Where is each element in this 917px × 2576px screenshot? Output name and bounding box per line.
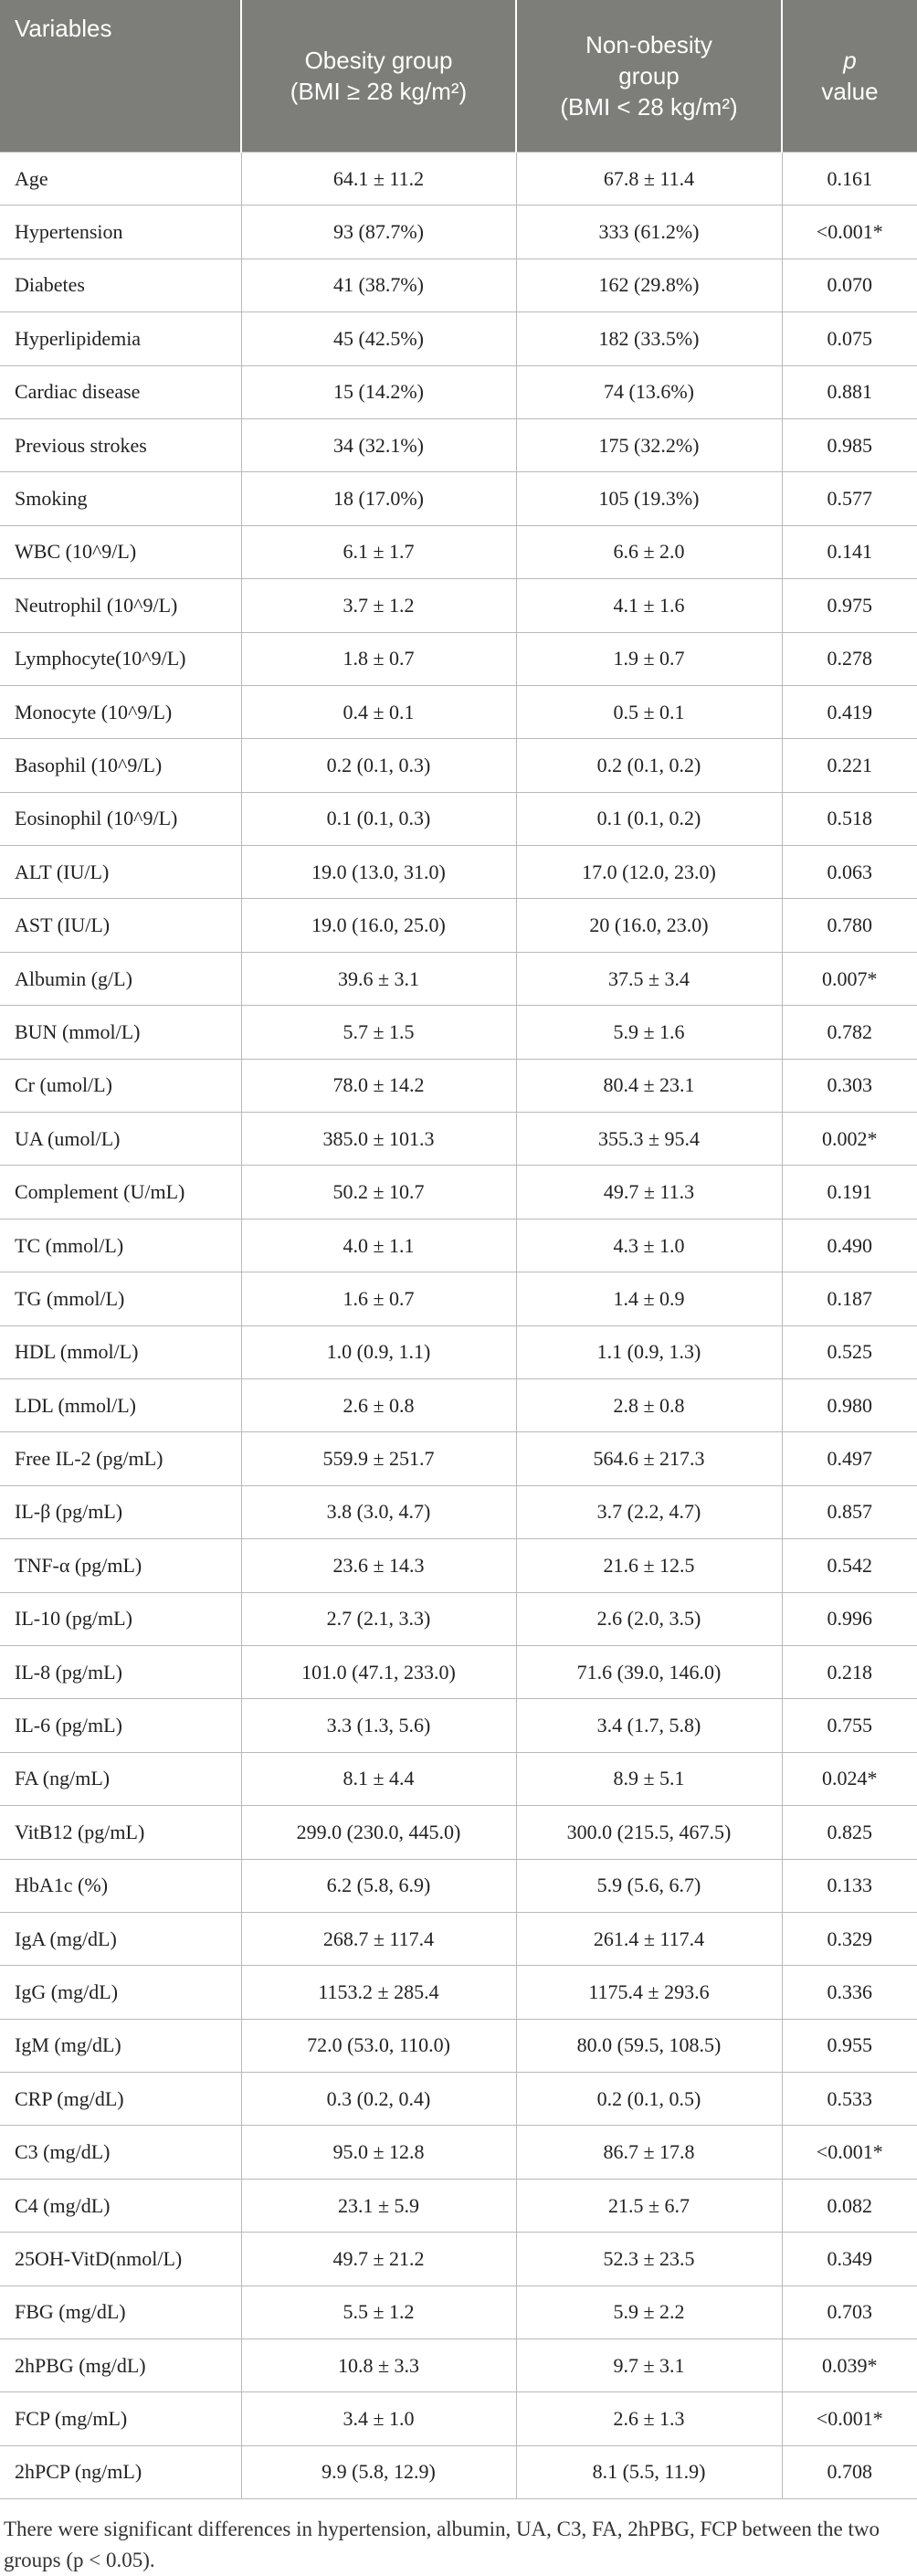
table-row (0, 2019, 917, 2072)
table-row (0, 1966, 917, 2019)
table-row (0, 418, 917, 471)
cell-non-obesity-value: 333 (61.2%) (516, 206, 782, 259)
table-row (0, 1378, 917, 1431)
cell-obesity-value: 0.4 ± 0.1 (241, 685, 516, 738)
cell-non-obesity-value: 564.6 ± 217.3 (516, 1432, 782, 1485)
cell-non-obesity-value: 5.9 ± 2.2 (516, 2286, 782, 2338)
cell-obesity-value: 2.7 (2.1, 3.3) (241, 1592, 516, 1645)
cell-variable: IL-8 (pg/mL) (0, 1645, 241, 1698)
cell-obesity-value: 3.8 (3.0, 4.7) (241, 1485, 516, 1538)
cell-non-obesity-value: 261.4 ± 117.4 (516, 1912, 782, 1965)
cell-p-value: <0.001* (782, 2392, 917, 2445)
cell-non-obesity-value: 1.9 ± 0.7 (516, 632, 782, 685)
cell-variable: Free IL-2 (pg/mL) (0, 1432, 241, 1485)
cell-obesity-value: 3.3 (1.3, 5.6) (241, 1699, 516, 1752)
cell-p-value: 0.525 (782, 1325, 917, 1378)
table-row (0, 952, 917, 1005)
cell-non-obesity-value: 80.4 ± 23.1 (516, 1059, 782, 1112)
cell-obesity-value: 2.6 ± 0.8 (241, 1378, 516, 1431)
cell-non-obesity-value: 300.0 (215.5, 467.5) (516, 1806, 782, 1859)
cell-obesity-value: 268.7 ± 117.4 (241, 1912, 516, 1965)
table-row (0, 579, 917, 632)
cell-non-obesity-value: 21.6 ± 12.5 (516, 1539, 782, 1592)
cell-p-value: 0.221 (782, 739, 917, 792)
cell-obesity-value: 0.1 (0.1, 0.3) (241, 792, 516, 845)
cell-obesity-value: 6.2 (5.8, 6.9) (241, 1859, 516, 1912)
cell-p-value: 0.755 (782, 1699, 917, 1752)
table-row (0, 1272, 917, 1325)
cell-variable: IgM (mg/dL) (0, 2019, 241, 2072)
table-row (0, 1485, 917, 1538)
cell-variable: Basophil (10^9/L) (0, 739, 241, 792)
cell-obesity-value: 19.0 (16.0, 25.0) (241, 899, 516, 952)
cell-variable: IgA (mg/dL) (0, 1912, 241, 1965)
cell-variable: IL-6 (pg/mL) (0, 1699, 241, 1752)
cell-obesity-value: 3.7 ± 1.2 (241, 579, 516, 632)
cell-obesity-value: 23.6 ± 14.3 (241, 1539, 516, 1592)
cell-p-value: 0.024* (782, 1752, 917, 1805)
header-variables: Variables (0, 0, 241, 153)
table-row (0, 1699, 917, 1752)
cell-p-value: 0.007* (782, 952, 917, 1005)
cell-obesity-value: 18 (17.0%) (241, 472, 516, 525)
table-row (0, 1645, 917, 1698)
table-row (0, 1859, 917, 1912)
cell-obesity-value: 3.4 ± 1.0 (241, 2392, 516, 2445)
cell-non-obesity-value: 4.3 ± 1.0 (516, 1219, 782, 1272)
cell-p-value: 0.577 (782, 472, 917, 525)
cell-p-value: 0.985 (782, 418, 917, 471)
cell-variable: Diabetes (0, 259, 241, 311)
table-row (0, 1113, 917, 1166)
table-row (0, 1539, 917, 1592)
cell-p-value: 0.187 (782, 1272, 917, 1325)
table-row (0, 1432, 917, 1485)
cell-variable: ALT (IU/L) (0, 846, 241, 899)
cell-non-obesity-value: 355.3 ± 95.4 (516, 1113, 782, 1166)
cell-non-obesity-value: 2.6 (2.0, 3.5) (516, 1592, 782, 1645)
cell-p-value: 0.419 (782, 685, 917, 738)
table-row (0, 2445, 917, 2498)
cell-non-obesity-value: 8.1 (5.5, 11.9) (516, 2445, 782, 2498)
table-row (0, 632, 917, 685)
table-row (0, 1592, 917, 1645)
table-row (0, 2339, 917, 2392)
cell-variable: AST (IU/L) (0, 899, 241, 952)
cell-non-obesity-value: 5.9 ± 1.6 (516, 1006, 782, 1059)
table-row (0, 1006, 917, 1059)
cell-obesity-value: 1153.2 ± 285.4 (241, 1966, 516, 2019)
cell-p-value: 0.070 (782, 259, 917, 311)
cell-p-value: 0.975 (782, 579, 917, 632)
table-row (0, 153, 917, 206)
cell-non-obesity-value: 6.6 ± 2.0 (516, 525, 782, 578)
cell-obesity-value: 95.0 ± 12.8 (241, 2126, 516, 2179)
cell-p-value: 0.303 (782, 1059, 917, 1112)
table-row (0, 739, 917, 792)
cell-p-value: 0.039* (782, 2339, 917, 2392)
cell-variable: FA (ng/mL) (0, 1752, 241, 1805)
cell-variable: 2hPBG (mg/dL) (0, 2339, 241, 2392)
table-row (0, 1166, 917, 1219)
cell-obesity-value: 64.1 ± 11.2 (241, 153, 516, 206)
cell-p-value: 0.082 (782, 2179, 917, 2232)
table-row (0, 1752, 917, 1805)
table-header (0, 0, 917, 153)
header-p-line-2: value (821, 78, 879, 105)
cell-p-value: 0.857 (782, 1485, 917, 1538)
cell-non-obesity-value: 0.2 (0.1, 0.2) (516, 739, 782, 792)
cell-variable: WBC (10^9/L) (0, 525, 241, 578)
cell-p-value: 0.133 (782, 1859, 917, 1912)
cell-variable: FCP (mg/mL) (0, 2392, 241, 2445)
cell-non-obesity-value: 49.7 ± 11.3 (516, 1166, 782, 1219)
cell-p-value: 0.996 (782, 1592, 917, 1645)
table-row (0, 1059, 917, 1112)
cell-p-value: 0.533 (782, 2073, 917, 2126)
cell-obesity-value: 5.7 ± 1.5 (241, 1006, 516, 1059)
table-row (0, 206, 917, 259)
cell-variable: TC (mmol/L) (0, 1219, 241, 1272)
cell-variable: LDL (mmol/L) (0, 1378, 241, 1431)
cell-obesity-value: 385.0 ± 101.3 (241, 1113, 516, 1166)
table-row (0, 2233, 917, 2286)
cell-obesity-value: 50.2 ± 10.7 (241, 1166, 516, 1219)
cell-variable: Hypertension (0, 206, 241, 259)
cell-variable: Lymphocyte(10^9/L) (0, 632, 241, 685)
cell-non-obesity-value: 3.7 (2.2, 4.7) (516, 1485, 782, 1538)
header-obesity-line-1: Obesity group (304, 47, 453, 74)
cell-variable: HbA1c (%) (0, 1859, 241, 1912)
cell-non-obesity-value: 4.1 ± 1.6 (516, 579, 782, 632)
cell-non-obesity-value: 0.2 (0.1, 0.5) (516, 2073, 782, 2126)
cell-p-value: 0.075 (782, 312, 917, 365)
cell-p-value: 0.278 (782, 632, 917, 685)
table-row (0, 1912, 917, 1965)
cell-non-obesity-value: 175 (32.2%) (516, 418, 782, 471)
table-row (0, 846, 917, 899)
cell-p-value: 0.518 (782, 792, 917, 845)
cell-non-obesity-value: 21.5 ± 6.7 (516, 2179, 782, 2232)
cell-p-value: 0.141 (782, 525, 917, 578)
cell-variable: C4 (mg/dL) (0, 2179, 241, 2232)
cell-obesity-value: 45 (42.5%) (241, 312, 516, 365)
cell-non-obesity-value: 1175.4 ± 293.6 (516, 1966, 782, 2019)
cell-obesity-value: 8.1 ± 4.4 (241, 1752, 516, 1805)
cell-obesity-value: 1.0 (0.9, 1.1) (241, 1325, 516, 1378)
cell-variable: TNF-α (pg/mL) (0, 1539, 241, 1592)
cell-variable: Smoking (0, 472, 241, 525)
cell-p-value: 0.782 (782, 1006, 917, 1059)
cell-non-obesity-value: 2.8 ± 0.8 (516, 1378, 782, 1431)
cell-obesity-value: 39.6 ± 3.1 (241, 952, 516, 1005)
table-row (0, 1806, 917, 1859)
cell-variable: Albumin (g/L) (0, 952, 241, 1005)
header-p-value (782, 0, 917, 153)
cell-p-value: <0.001* (782, 2126, 917, 2179)
cell-variable: CRP (mg/dL) (0, 2073, 241, 2126)
cell-p-value: <0.001* (782, 206, 917, 259)
cell-variable: VitB12 (pg/mL) (0, 1806, 241, 1859)
cell-variable: Previous strokes (0, 418, 241, 471)
table-row (0, 899, 917, 952)
cell-non-obesity-value: 5.9 (5.6, 6.7) (516, 1859, 782, 1912)
header-non-obesity-group (516, 0, 782, 153)
table-footnote: There were significant differences in hypertension, albumin, UA, C3, FA, 2hPBG, FCP between the two groups (p < 0.05). (4, 2518, 880, 2572)
cell-obesity-value: 4.0 ± 1.1 (241, 1219, 516, 1272)
cell-non-obesity-value: 80.0 (59.5, 108.5) (516, 2019, 782, 2072)
cell-p-value: 0.703 (782, 2286, 917, 2338)
cell-variable: FBG (mg/dL) (0, 2286, 241, 2338)
cell-variable: Eosinophil (10^9/L) (0, 792, 241, 845)
cell-variable: Monocyte (10^9/L) (0, 685, 241, 738)
cell-variable: IL-10 (pg/mL) (0, 1592, 241, 1645)
table-row (0, 2126, 917, 2179)
table-row (0, 2073, 917, 2126)
cell-obesity-value: 9.9 (5.8, 12.9) (241, 2445, 516, 2498)
cell-obesity-value: 72.0 (53.0, 110.0) (241, 2019, 516, 2072)
cell-non-obesity-value: 105 (19.3%) (516, 472, 782, 525)
header-row (0, 0, 917, 153)
cell-obesity-value: 49.7 ± 21.2 (241, 2233, 516, 2286)
cell-obesity-value: 41 (38.7%) (241, 259, 516, 311)
header-nonobesity-line-1: Non-obesity (585, 31, 712, 58)
table-row (0, 472, 917, 525)
cell-non-obesity-value: 37.5 ± 3.4 (516, 952, 782, 1005)
cell-obesity-value: 5.5 ± 1.2 (241, 2286, 516, 2338)
cell-non-obesity-value: 3.4 (1.7, 5.8) (516, 1699, 782, 1752)
table-row (0, 1219, 917, 1272)
table-row (0, 2179, 917, 2232)
table-row (0, 312, 917, 365)
cell-non-obesity-value: 17.0 (12.0, 23.0) (516, 846, 782, 899)
cell-obesity-value: 34 (32.1%) (241, 418, 516, 471)
cell-variable: Cardiac disease (0, 365, 241, 418)
cell-p-value: 0.825 (782, 1806, 917, 1859)
table-body (0, 153, 917, 2499)
cell-non-obesity-value: 182 (33.5%) (516, 312, 782, 365)
cell-obesity-value: 299.0 (230.0, 445.0) (241, 1806, 516, 1859)
cell-p-value: 0.497 (782, 1432, 917, 1485)
cell-p-value: 0.955 (782, 2019, 917, 2072)
cell-p-value: 0.002* (782, 1113, 917, 1166)
header-nonobesity-line-3: (BMI < 28 kg/m²) (560, 93, 738, 121)
cell-obesity-value: 101.0 (47.1, 233.0) (241, 1645, 516, 1698)
cell-non-obesity-value: 2.6 ± 1.3 (516, 2392, 782, 2445)
cell-variable: Complement (U/mL) (0, 1166, 241, 1219)
cell-non-obesity-value: 71.6 (39.0, 146.0) (516, 1645, 782, 1698)
header-p-line-1: p (843, 47, 857, 74)
cell-p-value: 0.490 (782, 1219, 917, 1272)
cell-variable: C3 (mg/dL) (0, 2126, 241, 2179)
cell-p-value: 0.329 (782, 1912, 917, 1965)
cell-variable: IgG (mg/dL) (0, 1966, 241, 2019)
cell-variable: Hyperlipidemia (0, 312, 241, 365)
cell-obesity-value: 15 (14.2%) (241, 365, 516, 418)
cell-variable: 25OH-VitD(nmol/L) (0, 2233, 241, 2286)
cell-obesity-value: 19.0 (13.0, 31.0) (241, 846, 516, 899)
cell-variable: Age (0, 153, 241, 206)
cell-non-obesity-value: 1.1 (0.9, 1.3) (516, 1325, 782, 1378)
cell-non-obesity-value: 67.8 ± 11.4 (516, 153, 782, 206)
cell-non-obesity-value: 20 (16.0, 23.0) (516, 899, 782, 952)
cell-non-obesity-value: 9.7 ± 3.1 (516, 2339, 782, 2392)
cell-p-value: 0.708 (782, 2445, 917, 2498)
cell-obesity-value: 559.9 ± 251.7 (241, 1432, 516, 1485)
cell-p-value: 0.191 (782, 1166, 917, 1219)
cell-obesity-value: 1.8 ± 0.7 (241, 632, 516, 685)
table-row (0, 685, 917, 738)
cell-p-value: 0.542 (782, 1539, 917, 1592)
cell-variable: 2hPCP (ng/mL) (0, 2445, 241, 2498)
cell-non-obesity-value: 162 (29.8%) (516, 259, 782, 311)
header-obesity-line-2: (BMI ≥ 28 kg/m²) (290, 78, 468, 105)
header-nonobesity-line-2: group (618, 62, 680, 90)
cell-obesity-value: 0.2 (0.1, 0.3) (241, 739, 516, 792)
cell-non-obesity-value: 8.9 ± 5.1 (516, 1752, 782, 1805)
table-row (0, 1325, 917, 1378)
cell-p-value: 0.218 (782, 1645, 917, 1698)
cell-non-obesity-value: 1.4 ± 0.9 (516, 1272, 782, 1325)
cell-variable: Cr (umol/L) (0, 1059, 241, 1112)
cell-variable: Neutrophil (10^9/L) (0, 579, 241, 632)
cell-obesity-value: 0.3 (0.2, 0.4) (241, 2073, 516, 2126)
cell-obesity-value: 6.1 ± 1.7 (241, 525, 516, 578)
table-row (0, 2392, 917, 2445)
cell-p-value: 0.780 (782, 899, 917, 952)
cell-variable: IL-β (pg/mL) (0, 1485, 241, 1538)
cell-obesity-value: 23.1 ± 5.9 (241, 2179, 516, 2232)
cell-non-obesity-value: 0.1 (0.1, 0.2) (516, 792, 782, 845)
cell-p-value: 0.881 (782, 365, 917, 418)
cell-non-obesity-value: 0.5 ± 0.1 (516, 685, 782, 738)
cell-obesity-value: 78.0 ± 14.2 (241, 1059, 516, 1112)
cell-variable: TG (mmol/L) (0, 1272, 241, 1325)
table-row (0, 525, 917, 578)
table-row (0, 2286, 917, 2338)
cell-p-value: 0.980 (782, 1378, 917, 1431)
cell-p-value: 0.349 (782, 2233, 917, 2286)
cell-obesity-value: 1.6 ± 0.7 (241, 1272, 516, 1325)
cell-non-obesity-value: 86.7 ± 17.8 (516, 2126, 782, 2179)
cell-obesity-value: 10.8 ± 3.3 (241, 2339, 516, 2392)
cell-p-value: 0.336 (782, 1966, 917, 2019)
cell-variable: BUN (mmol/L) (0, 1006, 241, 1059)
header-obesity-group (241, 0, 516, 153)
table-row (0, 365, 917, 418)
cell-variable: UA (umol/L) (0, 1113, 241, 1166)
cell-non-obesity-value: 52.3 ± 23.5 (516, 2233, 782, 2286)
cell-non-obesity-value: 74 (13.6%) (516, 365, 782, 418)
table-row (0, 792, 917, 845)
cell-variable: HDL (mmol/L) (0, 1325, 241, 1378)
cell-p-value: 0.161 (782, 153, 917, 206)
cell-obesity-value: 93 (87.7%) (241, 206, 516, 259)
cell-p-value: 0.063 (782, 846, 917, 899)
table-row (0, 259, 917, 311)
